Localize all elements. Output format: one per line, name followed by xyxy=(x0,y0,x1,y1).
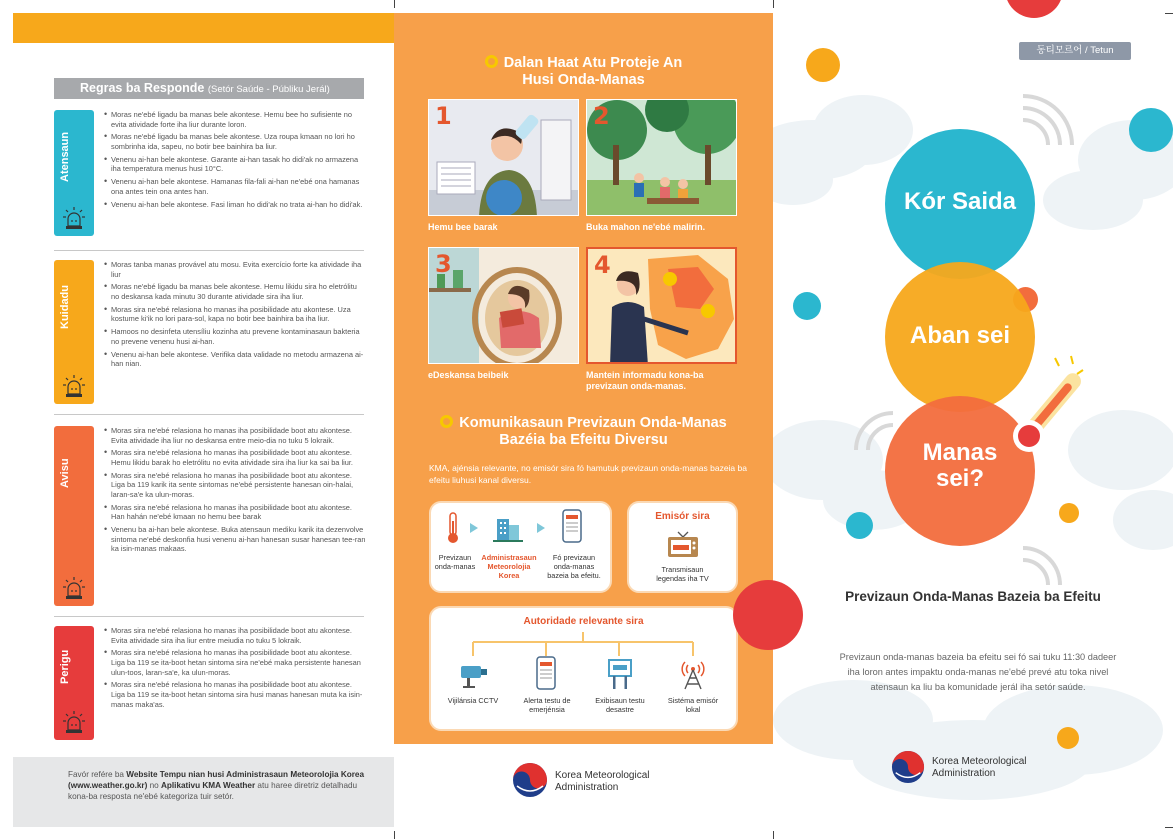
authority-broadcast-system: Sistéma emisór lokal xyxy=(667,696,719,714)
authorities-title: Autoridade relevante sira xyxy=(523,616,644,627)
level-name: Avisu xyxy=(59,458,71,488)
emergency-text-phone-icon xyxy=(535,656,557,690)
tv-news-icon xyxy=(667,531,699,559)
level-caution xyxy=(54,260,364,406)
tip-caption: Mantein informadu kona-ba previzaun onda-manas. xyxy=(586,370,704,391)
broadcast-label: Transmisaun legendas iha TV xyxy=(656,565,709,583)
guideline-item: • Hamoos no desinfeta utensíliu kozinha atu prevene kontaminasaun bakteria no prevene venenu husi ai-han. xyxy=(104,327,366,346)
guideline-item: • Moras ne'ebé ligadu ba manas bele akontese. Hemu likidu sira ho eletrólitu no deskansa kada minutu 30 durante atividade sira iha liur. xyxy=(104,282,366,301)
circle2-text: Aban sei xyxy=(909,322,1011,349)
kma-logo-text: Korea Meteorological Administration xyxy=(555,770,650,793)
arrow-right-icon xyxy=(470,523,478,533)
footer-app-name: Aplikativu KMA Weather xyxy=(160,781,256,790)
kma-logo-icon xyxy=(891,750,925,784)
level-tab xyxy=(54,260,94,404)
divider xyxy=(54,414,364,415)
footer-text: atu haree diretriz detalhadu kona-ba resposta ne'ebé kategoriza tuir setór. xyxy=(68,781,358,801)
alarm-siren-icon xyxy=(62,576,86,600)
level-guidelines xyxy=(104,110,366,212)
bullet-circle-icon xyxy=(440,415,453,428)
office-building-icon xyxy=(493,513,523,543)
decor-dot xyxy=(1059,503,1079,523)
divider xyxy=(54,250,364,251)
guideline-item: • Venenu ai-han bele akontese. Garante ai-han tasak ho didi'ak no armazena iha temperatura menus husi 10°C. xyxy=(104,155,366,174)
thermometer-icon xyxy=(1009,354,1089,464)
guideline-item: • Venenu ai-han bele akontese. Hamanas fila-fali ai-han ne'ebé ona hamanas ona antes tein ona antes han. xyxy=(104,177,366,196)
authority-cctv: Vijilánsia CCTV xyxy=(447,696,499,705)
footer-text: no xyxy=(147,781,161,790)
broadcasters-title: Emisór sira xyxy=(655,511,710,522)
level-tab xyxy=(54,626,94,740)
alarm-siren-icon xyxy=(62,710,86,734)
tip-illustration-shade xyxy=(586,99,737,216)
tip-illustration-rest xyxy=(428,247,579,364)
guideline-item: • Moras ne'ebé ligadu ba manas bele akontese. Uza roupa kmaan no lori ho sombrinha ida, sapeu, no botir bee bainhira ba liur. xyxy=(104,132,366,151)
decor-dot xyxy=(846,512,873,539)
level-warning xyxy=(54,426,364,606)
circle3-text: Manas sei? xyxy=(922,439,998,492)
circle1-text: Kór Saida xyxy=(903,188,1017,215)
section-title-communication: Komunikasaun Previzaun Onda-Manas Bazéia ba Efeitu Diversu xyxy=(394,415,773,449)
communication-intro: KMA, ajénsia relevante, no emisór sira fó hamutuk previzaun onda-manas bazeia ba efeitu liuhusi kanal diversu. xyxy=(429,463,747,485)
reference-footer xyxy=(13,757,394,827)
divider xyxy=(54,616,364,617)
decor-dot xyxy=(1129,108,1173,152)
decor-dot xyxy=(1057,727,1079,749)
tip-caption: Hemu bee barak xyxy=(428,222,498,232)
guideline-item: • Moras sira ne'ebé relasiona ho manas iha posibilidade atu akontese. Uza kostume ki'ik no lori para-sol, kapa no botir bee bainhira ba iha liur. xyxy=(104,305,366,324)
cover-description: Previzaun onda-manas bazeia ba efeitu sei fó sai tuku 11:30 dadeer iha loron antes impaktu onda-manas ne'ebé prevé atu toka nivel atensaun ka liu ba komunidade jerál iha setór saúde. xyxy=(839,652,1117,692)
guideline-item: • Moras sira ne'ebé relasiona ho manas iha posibilidade boot atu akontese. Evita atividade sira iha liur entre meiudia no tuku 5 lokraik. xyxy=(104,626,366,645)
guideline-item: • Moras sira ne'ebé relasiona ho manas iha posibilidade boot atu akontese. Evita atividade iha liur no deskansa entre meio-dia no tuku 5 lokraik. xyxy=(104,426,366,445)
tip-caption: eDeskansa beibeik xyxy=(428,370,509,380)
tip-number: 2 xyxy=(593,102,610,130)
level-guidelines xyxy=(104,626,366,712)
disaster-display-board-icon xyxy=(607,658,633,690)
flow-step-forecast: Previzaun onda-manas xyxy=(434,553,476,571)
broadcasters-box xyxy=(627,501,738,593)
authority-display: Exibisaun testu desastre xyxy=(595,696,645,714)
tip-caption: Buka mahon ne'ebé malirin. xyxy=(586,222,706,232)
decor-dot xyxy=(793,292,821,320)
radio-tower-icon xyxy=(677,656,709,690)
guideline-item: • Moras sira ne'ebé relasiona ho manas iha posibilidade boot atu akontese. Han hahán ne'ebé kmaan no hemu bee barak xyxy=(104,503,366,522)
response-rules-panel xyxy=(0,0,394,839)
rules-title-bar xyxy=(54,78,364,99)
smartphone-icon xyxy=(561,509,583,543)
tip-number: 4 xyxy=(594,251,611,279)
alarm-siren-icon xyxy=(62,206,86,230)
level-tab xyxy=(54,426,94,606)
trim-mark xyxy=(394,831,395,839)
kma-logo-text: Korea Meteorological Administration xyxy=(932,756,1027,779)
arrow-right-icon xyxy=(537,523,545,533)
guideline-item: • Venenu ai-han bele akontese. Verifika data validade no metodu armazena ai-han nian. xyxy=(104,350,366,369)
level-attention xyxy=(54,110,364,240)
footer-text: Favór refére ba xyxy=(68,770,127,779)
guideline-item: • Moras ne'ebé ligadu ba manas bele akontese. Hemu bee ho sufisiente no evita atividade forte iha liur durante loron. xyxy=(104,110,366,129)
footer-website: Website Tempu nian husi Administrasaun Meteorolojia Korea (www.weather.go.kr) xyxy=(68,770,365,790)
level-name: Perigu xyxy=(59,649,71,685)
cover-panel xyxy=(773,0,1173,839)
rules-title: Regras ba Responde xyxy=(80,81,205,95)
cctv-camera-icon xyxy=(457,660,489,690)
authorities-box xyxy=(429,606,738,731)
authority-emergency-text: Alerta testu de emerjénsia xyxy=(523,696,571,714)
trim-mark xyxy=(394,0,395,8)
level-guidelines xyxy=(104,426,366,557)
alarm-siren-icon xyxy=(62,374,86,398)
kma-logo-icon xyxy=(512,762,548,798)
level-guidelines xyxy=(104,260,366,372)
guideline-item: • Moras sira ne'ebé relasiona ho manas iha posibilidade boot atu akontese. Liga ba 119 se ita-boot hetan sintoma sira ne'ebé maka persistente hanesan ulun-toos, laran-sa'e, ka ulun-moras. xyxy=(104,648,366,677)
top-color-bar xyxy=(13,13,394,43)
protection-panel xyxy=(394,13,773,744)
rules-subtitle: (Setór Saúde - Públiku Jerál) xyxy=(207,84,330,95)
tip-illustration-drink-water xyxy=(428,99,579,216)
tip-illustration-forecast xyxy=(586,247,737,364)
tip-number: 3 xyxy=(435,250,452,278)
level-danger xyxy=(54,626,364,741)
cover-title: Previzaun Onda-Manas Bazeia ba Efeitu xyxy=(845,589,1101,604)
guideline-item: • Moras sira ne'ebé relasiona ho manas iha posibilidade boot atu akontese. Liga ba 119 karik ita sente sintomas ne'ebé persistente hanesan oin-halai, laran-sa'e ka ulun-moras. xyxy=(104,471,366,500)
guideline-item: • Venenu ba ai-han bele akontese. Buka atensaun mediku karik ita dezenvolve sintoma ne'ebé deskonfia husi venenu ai-han hanesan susar hanesan tee-ran ka isin-manas makaas. xyxy=(104,525,366,554)
guideline-item: • Moras sira ne'ebé relasiona ho manas iha posibilidade boot atu akontese. Liga ba 119 se ita-boot hetan sintoma sira husi manas hanesan muta ka isin-manas maka'as. xyxy=(104,680,366,709)
language-badge: 동티모르어 / Tetun xyxy=(1019,42,1131,60)
bullet-circle-icon xyxy=(485,55,498,68)
flow-step-kma: Administrasaun Meteorolojia Korea xyxy=(481,553,537,580)
thermometer-icon xyxy=(443,511,463,545)
guideline-item: • Moras sira ne'ebé relasiona ho manas iha posibilidade boot atu akontese. Hemu likidu barak ho eletrólitu no evita atividade sira iha liur ka sai ba liur. xyxy=(104,448,366,467)
guideline-item: • Venenu ai-han bele akontese. Fasi liman ho didi'ak no trata ai-han ho didi'ak. xyxy=(104,200,366,210)
level-name: Kuidadu xyxy=(59,285,71,329)
guideline-item: • Moras tanba manas provável atu mosu. Evita exercício forte ka atividade iha liur xyxy=(104,260,366,279)
level-name: Atensaun xyxy=(59,131,71,183)
level-tab xyxy=(54,110,94,236)
tip-number: 1 xyxy=(435,102,452,130)
forecast-flow-box xyxy=(429,501,612,593)
flow-step-issue: Fó previzaun onda-manas bazeia ba efeitu. xyxy=(547,553,601,580)
decor-dot xyxy=(806,48,840,82)
section-title-tips: Dalan Haat Atu Proteje An Husi Onda-Manas xyxy=(394,55,773,89)
